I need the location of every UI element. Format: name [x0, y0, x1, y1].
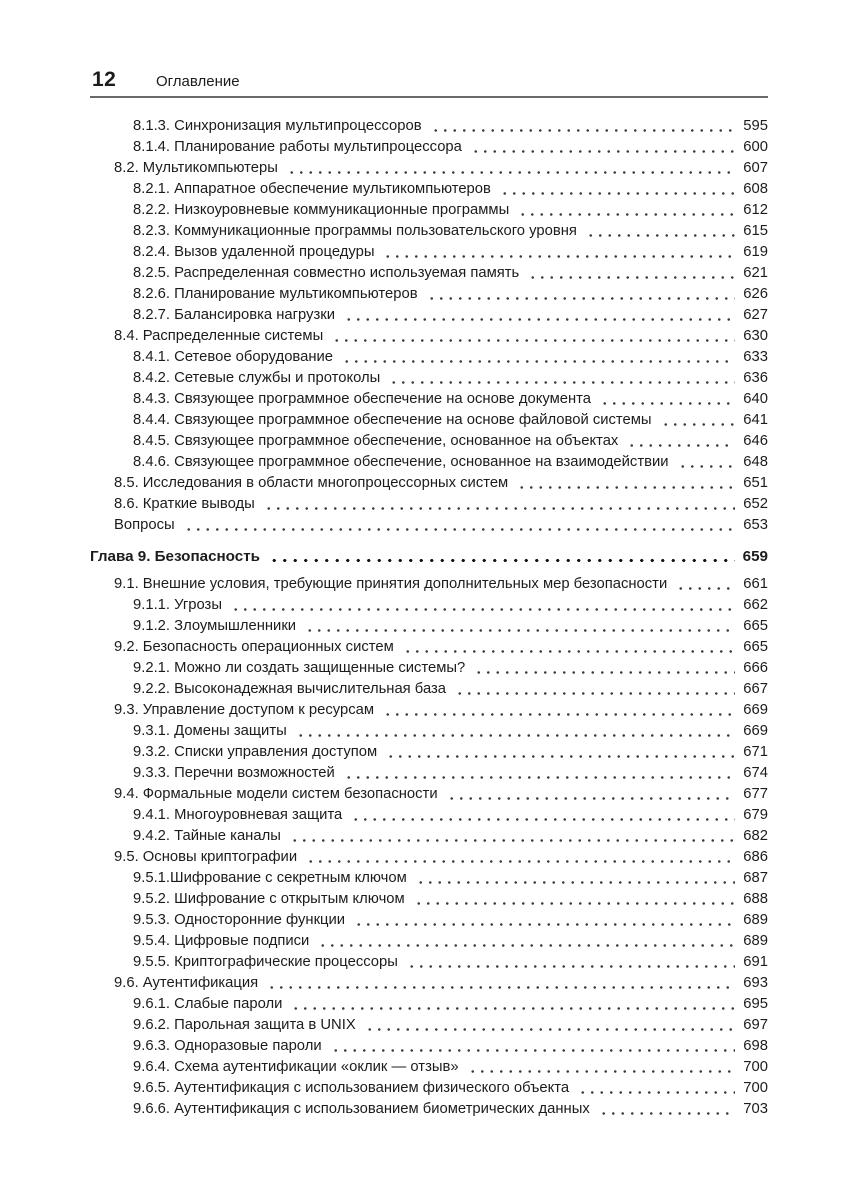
toc-entry-label: 9.1.2. Злоумышленники	[133, 618, 297, 634]
toc-entry-label: 8.2.6. Планирование мультикомпьютеров	[133, 286, 418, 302]
dot-leader	[453, 679, 735, 700]
dot-leader	[349, 805, 735, 826]
toc-entry-page: 630	[743, 328, 768, 344]
toc-entry-label: 8.4. Распределенные системы	[114, 328, 324, 344]
toc-entry-page: 677	[743, 786, 768, 802]
toc-entry-page: 652	[743, 496, 768, 512]
toc-entry-page: 666	[743, 660, 768, 676]
dot-leader	[414, 868, 736, 889]
toc-entry-page: 693	[743, 975, 768, 991]
toc-entry-page: 612	[743, 202, 768, 218]
toc-entry-label: 8.4.4. Связующее программное обеспечение на основе файловой системы	[133, 412, 652, 428]
toc-entry-page: 662	[743, 597, 768, 613]
toc-entry-label: 9.6.6. Аутентификация с использованием биометрических данных	[133, 1101, 590, 1117]
dot-leader	[597, 1099, 736, 1120]
toc-entry-page: 671	[743, 744, 768, 760]
toc-entry-label: 9.6.4. Схема аутентификации «оклик — отзыв»	[133, 1059, 459, 1075]
toc-entry-row	[90, 637, 768, 658]
toc-entry-row	[90, 889, 768, 910]
toc-entry-page: 615	[743, 223, 768, 239]
dot-leader	[265, 973, 735, 994]
toc-entry-label: 8.1.4. Планирование работы мультипроцессора	[133, 139, 462, 155]
toc-entry-label: 9.3.3. Перечни возможностей	[133, 765, 335, 781]
toc-entry-page: 697	[743, 1017, 768, 1033]
toc-entry-label: 9.4.1. Многоуровневая защита	[133, 807, 343, 823]
toc-entry-row	[90, 389, 768, 410]
dot-leader	[674, 574, 735, 595]
toc-entry-page: 600	[743, 139, 768, 155]
toc-entry-label: 8.2.4. Вызов удаленной процедуры	[133, 244, 375, 260]
toc-entry-row	[90, 158, 768, 179]
dot-leader	[285, 158, 735, 179]
toc-entry-row	[90, 595, 768, 616]
toc-entry-label: 9.5.1.Шифрование с секретным ключом	[133, 870, 407, 886]
dot-leader	[267, 546, 735, 567]
toc-entry-row	[90, 616, 768, 637]
toc-entry-page: 698	[743, 1038, 768, 1054]
toc-entry-row	[90, 305, 768, 326]
toc-entry-label: 8.2.2. Низкоуровневые коммуникационные программы	[133, 202, 510, 218]
dot-leader	[363, 1015, 736, 1036]
toc-entry-row	[90, 179, 768, 200]
toc-entry-page: 686	[743, 849, 768, 865]
running-title: Оглавление	[156, 73, 240, 90]
header-rule	[90, 96, 768, 98]
toc-entry-page: 626	[743, 286, 768, 302]
dot-leader	[352, 910, 735, 931]
toc-entry-row	[90, 431, 768, 452]
dot-leader	[412, 889, 736, 910]
dot-leader	[401, 637, 736, 658]
dot-leader	[526, 263, 735, 284]
toc-entry-label: 8.4.1. Сетевое оборудование	[133, 349, 334, 365]
toc-entry-label: 8.4.6. Связующее программное обеспечение, основанное на взаимодействии	[133, 454, 669, 470]
toc-entry-page: 653	[743, 517, 768, 533]
dot-leader	[445, 784, 736, 805]
dot-leader	[515, 473, 735, 494]
dot-leader	[676, 452, 736, 473]
toc-entry-row	[90, 452, 768, 473]
toc-entry-page: 608	[743, 181, 768, 197]
toc-entry-label: 9.6.5. Аутентификация с использованием физического объекта	[133, 1080, 570, 1096]
toc-entry-page: 688	[743, 891, 768, 907]
toc-entry-page: 669	[743, 702, 768, 718]
toc-entry-label: 9.6.3. Одноразовые пароли	[133, 1038, 322, 1054]
toc-entry-label: 9.2.1. Можно ли создать защищенные системы?	[133, 660, 466, 676]
toc-entry-label: 9.5.4. Цифровые подписи	[133, 933, 310, 949]
toc-entry-label: 9.2. Безопасность операционных систем	[114, 639, 394, 655]
page-number: 12	[92, 68, 117, 91]
dot-leader	[466, 1057, 736, 1078]
dot-leader	[498, 179, 735, 200]
toc-entry-label: 9.5.5. Криптографические процессоры	[133, 954, 398, 970]
toc-entry-label: 9.2.2. Высоконадежная вычислительная база	[133, 681, 447, 697]
table-of-contents	[90, 116, 768, 1120]
toc-entry-page: 689	[743, 933, 768, 949]
dot-leader	[381, 242, 735, 263]
toc-entry-page: 700	[743, 1080, 768, 1096]
toc-entry-label: 9.3.1. Домены защиты	[133, 723, 287, 739]
toc-entry-page: 703	[743, 1101, 768, 1117]
toc-entry-page: 689	[743, 912, 768, 928]
toc-entry-page: 633	[743, 349, 768, 365]
toc-entry-label: 9.6.1. Слабые пароли	[133, 996, 283, 1012]
dot-leader	[289, 994, 735, 1015]
toc-entry-row	[90, 494, 768, 515]
dot-leader	[584, 221, 735, 242]
toc-entry-row	[90, 1078, 768, 1099]
toc-entry-row	[90, 784, 768, 805]
toc-entry-page: 691	[743, 954, 768, 970]
toc-entry-row	[90, 200, 768, 221]
toc-entry-label: 9.3.2. Списки управления доступом	[133, 744, 378, 760]
toc-entry-row	[90, 116, 768, 137]
dot-leader	[182, 515, 736, 536]
toc-entry-row	[90, 847, 768, 868]
dot-leader	[342, 305, 735, 326]
toc-entry-page: 619	[743, 244, 768, 260]
toc-entry-row	[90, 574, 768, 595]
dot-leader	[405, 952, 735, 973]
toc-entry-row	[90, 868, 768, 889]
toc-entry-row	[90, 473, 768, 494]
toc-entry-row	[90, 679, 768, 700]
toc-entry-page: 607	[743, 160, 768, 176]
dot-leader	[316, 931, 735, 952]
toc-entry-row	[90, 242, 768, 263]
toc-entry-label: 8.2. Мультикомпьютеры	[114, 160, 278, 176]
toc-entry-page: 665	[743, 639, 768, 655]
toc-entry-page: 669	[743, 723, 768, 739]
dot-leader	[294, 721, 736, 742]
toc-entry-row	[90, 931, 768, 952]
dot-leader	[387, 368, 735, 389]
toc-entry-page: 627	[743, 307, 768, 323]
toc-entry-page: 674	[743, 765, 768, 781]
toc-entry-row	[90, 952, 768, 973]
dot-leader	[429, 116, 736, 137]
toc-entry-row	[90, 742, 768, 763]
toc-entry-row	[90, 805, 768, 826]
toc-chapter-row	[90, 546, 768, 567]
toc-entry-label: 8.4.2. Сетевые службы и протоколы	[133, 370, 381, 386]
toc-entry-label: 8.1.3. Синхронизация мультипроцессоров	[133, 118, 422, 134]
toc-entry-label: 9.5. Основы криптографии	[114, 849, 298, 865]
toc-entry-row	[90, 515, 768, 536]
toc-entry-row	[90, 326, 768, 347]
dot-leader	[304, 847, 735, 868]
toc-entry-row	[90, 263, 768, 284]
dot-leader	[329, 1036, 736, 1057]
dot-leader	[425, 284, 736, 305]
toc-entry-row	[90, 973, 768, 994]
toc-entry-label: 8.2.3. Коммуникационные программы пользовательского уровня	[133, 223, 577, 239]
toc-entry-label: 8.6. Краткие выводы	[114, 496, 255, 512]
toc-entry-page: 621	[743, 265, 768, 281]
toc-entry-label: 9.1. Внешние условия, требующие принятия дополнительных мер безопасности	[114, 576, 668, 592]
toc-entry-row	[90, 410, 768, 431]
toc-entry-page: 682	[743, 828, 768, 844]
toc-entry-row	[90, 221, 768, 242]
toc-entry-row	[90, 700, 768, 721]
dot-leader	[229, 595, 735, 616]
toc-entry-page: 659	[742, 548, 768, 565]
toc-entry-label: 9.4.2. Тайные каналы	[133, 828, 281, 844]
dot-leader	[598, 389, 735, 410]
toc-entry-row	[90, 1057, 768, 1078]
toc-entry-page: 651	[743, 475, 768, 491]
dot-leader	[340, 347, 735, 368]
toc-entry-row	[90, 910, 768, 931]
toc-entry-label: 9.6. Аутентификация	[114, 975, 259, 991]
dot-leader	[342, 763, 735, 784]
toc-entry-page: 700	[743, 1059, 768, 1075]
toc-entry-label: 8.5. Исследования в области многопроцессорных систем	[114, 475, 509, 491]
dot-leader	[625, 431, 735, 452]
toc-entry-label: 9.1.1. Угрозы	[133, 597, 222, 613]
dot-leader	[262, 494, 736, 515]
toc-entry-label: 8.2.7. Балансировка нагрузки	[133, 307, 336, 323]
toc-entry-page: 595	[743, 118, 768, 134]
toc-entry-page: 679	[743, 807, 768, 823]
toc-entry-row	[90, 137, 768, 158]
dot-leader	[303, 616, 735, 637]
dot-leader	[384, 742, 735, 763]
toc-entry-row	[90, 1036, 768, 1057]
dot-leader	[469, 137, 735, 158]
dot-leader	[288, 826, 735, 847]
toc-entry-label: 9.6.2. Парольная защита в UNIX	[133, 1017, 356, 1033]
toc-entry-row	[90, 368, 768, 389]
toc-entry-page: 640	[743, 391, 768, 407]
toc-entry-page: 695	[743, 996, 768, 1012]
toc-entry-label: 9.5.2. Шифрование с открытым ключом	[133, 891, 405, 907]
toc-entry-page: 665	[743, 618, 768, 634]
toc-entry-label: 8.2.1. Аппаратное обеспечение мультикомпьютеров	[133, 181, 491, 197]
toc-entry-page: 636	[743, 370, 768, 386]
toc-entry-page: 641	[743, 412, 768, 428]
dot-leader	[472, 658, 735, 679]
toc-entry-label: Глава 9. Безопасность	[90, 548, 260, 565]
toc-entry-label: 9.5.3. Односторонние функции	[133, 912, 346, 928]
toc-entry-row	[90, 721, 768, 742]
toc-entry-page: 661	[743, 576, 768, 592]
toc-entry-label: 9.4. Формальные модели систем безопасности	[114, 786, 438, 802]
toc-entry-row	[90, 658, 768, 679]
dot-leader	[381, 700, 735, 721]
toc-entry-row	[90, 1099, 768, 1120]
toc-entry-label: Вопросы	[114, 517, 175, 533]
dot-leader	[576, 1078, 735, 1099]
toc-entry-row	[90, 826, 768, 847]
dot-leader	[330, 326, 735, 347]
toc-entry-row	[90, 347, 768, 368]
toc-entry-page: 648	[743, 454, 768, 470]
toc-entry-label: 9.3. Управление доступом к ресурсам	[114, 702, 374, 718]
toc-entry-label: 8.2.5. Распределенная совместно используемая память	[133, 265, 520, 281]
toc-entry-row	[90, 284, 768, 305]
toc-entry-row	[90, 1015, 768, 1036]
toc-entry-row	[90, 763, 768, 784]
dot-leader	[516, 200, 735, 221]
toc-entry-page: 667	[743, 681, 768, 697]
toc-entry-page: 646	[743, 433, 768, 449]
dot-leader	[659, 410, 736, 431]
toc-entry-label: 8.4.3. Связующее программное обеспечение на основе документа	[133, 391, 591, 407]
toc-entry-label: 8.4.5. Связующее программное обеспечение, основанное на объектах	[133, 433, 619, 449]
toc-entry-row	[90, 994, 768, 1015]
toc-entry-page: 687	[743, 870, 768, 886]
